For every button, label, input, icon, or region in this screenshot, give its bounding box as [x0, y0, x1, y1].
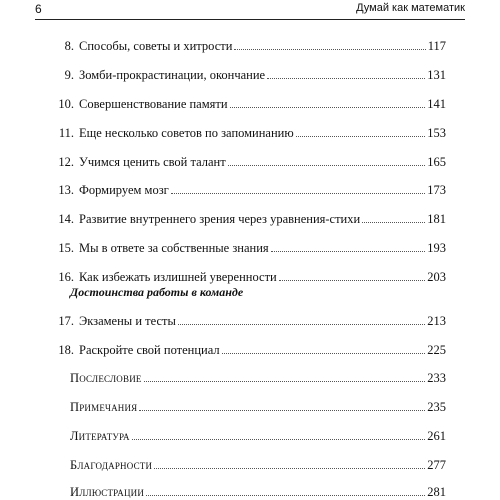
chapter-title: Учимся ценить свой талант — [79, 155, 226, 169]
dot-leader — [230, 107, 426, 108]
toc-entry[interactable] — [53, 154, 446, 170]
chapter-number: 18. — [58, 343, 74, 357]
toc-backmatter-entry[interactable] — [70, 399, 446, 415]
toc-backmatter-entry[interactable] — [70, 484, 446, 500]
chapter-number: 8. — [64, 39, 74, 53]
chapter-title: Развитие внутреннего зрения через уравнения-стихи — [79, 212, 361, 226]
chapter-page: 203 — [427, 270, 446, 284]
chapter-number: 12. — [58, 155, 74, 169]
dot-leader — [271, 251, 426, 252]
chapter-number: 14. — [58, 212, 74, 226]
chapter-number: 10. — [58, 97, 74, 111]
dot-leader — [171, 193, 425, 194]
dot-leader — [132, 439, 425, 440]
page-number: 6 — [35, 2, 42, 16]
chapter-page: 153 — [427, 126, 446, 140]
dot-leader — [234, 49, 425, 50]
chapter-number: 17. — [58, 314, 74, 328]
toc-entry[interactable] — [53, 240, 446, 256]
chapter-page: 141 — [427, 97, 446, 111]
chapter-title: Способы, советы и хитрости — [79, 39, 233, 53]
dot-leader — [146, 495, 425, 496]
dot-leader — [362, 222, 425, 223]
dot-leader — [279, 280, 426, 281]
backmatter-title: Литература — [70, 429, 130, 443]
chapter-number: 15. — [58, 241, 74, 255]
backmatter-title: Иллюстрации — [70, 485, 145, 499]
toc-entry[interactable] — [53, 269, 446, 285]
backmatter-title: Примечания — [70, 400, 138, 414]
dot-leader — [154, 468, 425, 469]
backmatter-title: Послесловие — [70, 371, 142, 385]
chapter-title: Экзамены и тесты — [79, 314, 176, 328]
chapter-page: 131 — [427, 68, 446, 82]
chapter-title: Раскройте свой потенциал — [79, 343, 220, 357]
chapter-number: 9. — [64, 68, 74, 82]
chapter-page: 117 — [427, 39, 446, 53]
backmatter-page: 233 — [427, 371, 446, 385]
toc-entry[interactable] — [53, 125, 446, 141]
toc-entry[interactable] — [53, 67, 446, 83]
chapter-page: 213 — [427, 314, 446, 328]
toc-entry[interactable] — [53, 96, 446, 112]
dot-leader — [296, 136, 426, 137]
chapter-title: Зомби-прокрастинации, окончание — [79, 68, 266, 82]
chapter-number: 11. — [58, 126, 74, 140]
backmatter-page: 277 — [427, 458, 446, 472]
chapter-page: 165 — [427, 155, 446, 169]
toc-backmatter-entry[interactable] — [70, 428, 446, 444]
chapter-title: Мы в ответе за собственные знания — [79, 241, 269, 255]
toc-backmatter-entry[interactable] — [70, 370, 446, 386]
toc-entry[interactable] — [53, 38, 446, 54]
backmatter-page: 235 — [427, 400, 446, 414]
chapter-subtitle: Достоинства работы в команде — [70, 285, 244, 299]
toc-backmatter-entry[interactable] — [70, 457, 446, 473]
backmatter-page: 261 — [427, 429, 446, 443]
chapter-title: Как избежать излишней уверенности — [79, 270, 277, 284]
toc-entry[interactable] — [53, 182, 446, 198]
chapter-number: 16. — [58, 270, 74, 284]
chapter-title: Совершенствование памяти — [79, 97, 228, 111]
chapter-page: 173 — [427, 183, 446, 197]
backmatter-title: Благодарности — [70, 458, 153, 472]
chapter-title: Формируем мозг — [79, 183, 169, 197]
book-title: Думай как математик — [356, 2, 465, 14]
dot-leader — [144, 381, 426, 382]
dot-leader — [178, 324, 425, 325]
chapter-number: 13. — [58, 183, 74, 197]
chapter-title: Еще несколько советов по запоминанию — [79, 126, 294, 140]
dot-leader — [139, 410, 425, 411]
dot-leader — [267, 78, 425, 79]
toc-entry[interactable] — [53, 342, 446, 358]
dot-leader — [222, 353, 426, 354]
toc-entry[interactable] — [53, 313, 446, 329]
backmatter-page: 281 — [427, 485, 446, 499]
dot-leader — [228, 165, 426, 166]
chapter-page: 225 — [427, 343, 446, 357]
chapter-page: 193 — [427, 241, 446, 255]
chapter-page: 181 — [427, 212, 446, 226]
toc-entry[interactable] — [53, 211, 446, 227]
